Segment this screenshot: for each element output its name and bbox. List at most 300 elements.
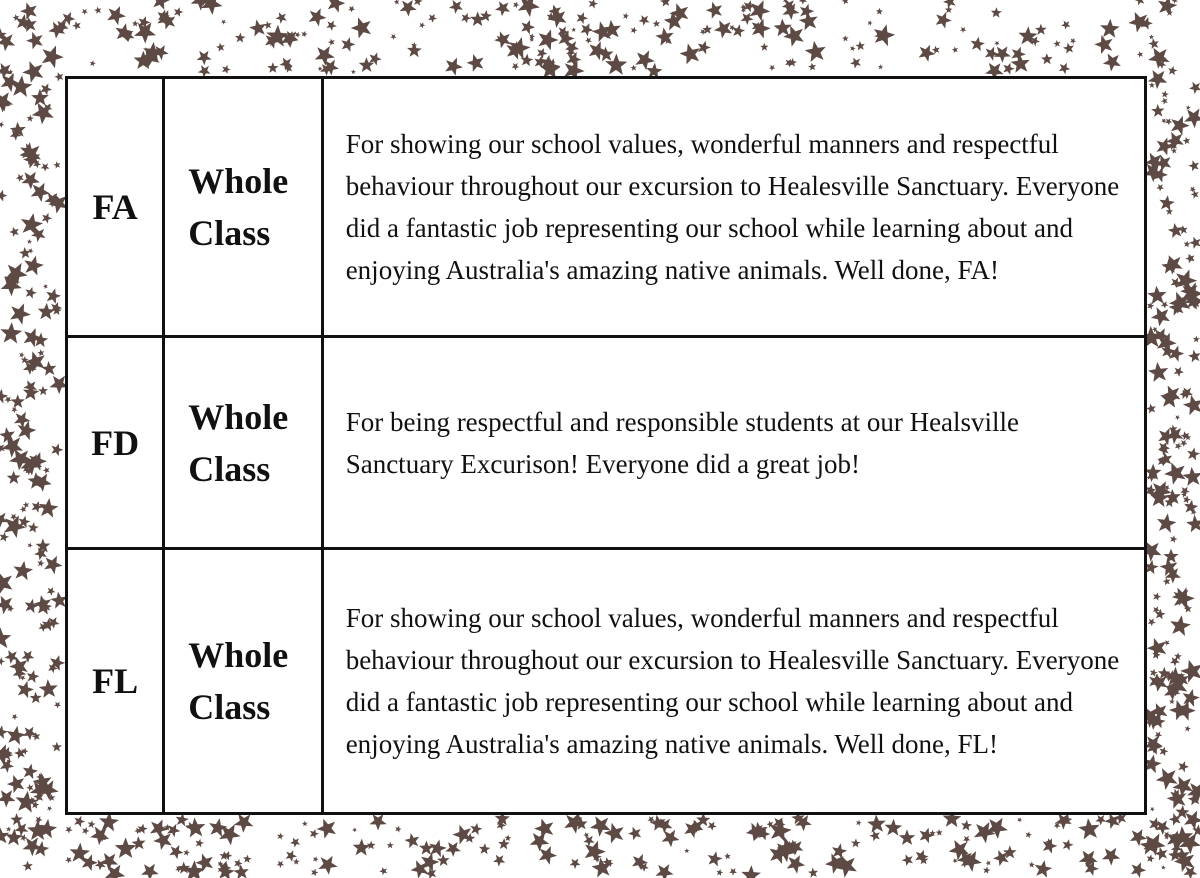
star-icon	[390, 34, 396, 40]
star-icon	[351, 17, 371, 38]
star-icon	[936, 12, 952, 29]
star-icon	[37, 349, 44, 356]
star-icon	[943, 0, 956, 8]
star-icon	[991, 7, 1002, 18]
award-reason: For showing our school values, wonderful manners and respectful behaviour throughout our excursion to Healesville Sanctuary. Everyone did a fantastic job representing our school while learning about and enjoying Australia's amazing native animals. Well done, FL!	[322, 549, 1145, 814]
star-icon	[317, 819, 336, 839]
award-row	[67, 337, 1146, 549]
star-icon	[461, 13, 471, 23]
star-icon	[11, 407, 17, 413]
star-icon	[570, 859, 581, 870]
star-icon	[932, 46, 940, 54]
star-icon	[684, 848, 689, 853]
star-icon	[302, 821, 308, 827]
star-icon	[1183, 467, 1200, 486]
star-icon	[0, 725, 8, 739]
star-icon	[628, 827, 641, 841]
star-icon	[1184, 241, 1191, 248]
star-icon	[445, 842, 461, 857]
star-icon	[138, 824, 148, 834]
star-icon	[51, 443, 63, 456]
star-icon	[850, 46, 856, 52]
star-icon	[1175, 442, 1182, 449]
class-code: FA	[67, 78, 164, 337]
star-icon	[0, 122, 4, 128]
star-icon	[452, 825, 471, 845]
star-icon	[116, 23, 134, 41]
star-icon	[369, 814, 386, 831]
star-icon	[311, 869, 318, 877]
star-icon	[963, 836, 971, 843]
star-icon	[31, 183, 50, 202]
star-icon	[1043, 838, 1058, 853]
star-icon	[1190, 187, 1196, 193]
star-icon	[1189, 82, 1200, 94]
star-icon	[53, 161, 60, 168]
star-icon	[631, 27, 638, 34]
star-icon	[348, 6, 355, 13]
star-icon	[571, 27, 576, 32]
star-icon	[1186, 105, 1191, 110]
star-icon	[808, 868, 818, 878]
star-icon	[43, 284, 48, 289]
star-icon	[1035, 24, 1047, 35]
star-icon	[16, 791, 38, 813]
star-icon	[1102, 848, 1120, 866]
star-icon	[635, 50, 655, 70]
star-icon	[23, 727, 37, 741]
star-icon	[876, 8, 883, 15]
star-icon	[0, 627, 11, 648]
star-icon	[470, 11, 486, 26]
star-icon	[413, 0, 422, 6]
star-icon	[1041, 53, 1053, 64]
star-icon	[25, 287, 36, 299]
star-icon	[1156, 184, 1164, 192]
star-icon	[54, 702, 61, 709]
star-icon	[983, 867, 990, 874]
star-icon	[27, 239, 32, 244]
star-icon	[1159, 747, 1168, 756]
star-icon	[395, 826, 402, 833]
star-icon	[518, 0, 540, 17]
star-icon	[1161, 865, 1166, 870]
star-icon	[277, 833, 284, 840]
star-icon	[1188, 160, 1199, 171]
star-icon	[52, 742, 62, 752]
star-icon	[585, 37, 592, 44]
star-icon	[971, 37, 985, 51]
star-icon	[717, 869, 724, 876]
star-icon	[42, 46, 64, 69]
star-icon	[842, 35, 849, 41]
star-icon	[44, 556, 62, 575]
star-icon	[604, 823, 624, 844]
star-icon	[1053, 40, 1060, 47]
star-icon	[152, 0, 170, 10]
star-icon	[1149, 82, 1155, 88]
star-icon	[1148, 362, 1168, 382]
star-icon	[1147, 286, 1166, 305]
star-icon	[656, 864, 674, 878]
star-icon	[660, 0, 671, 7]
star-icon	[580, 23, 593, 36]
star-icon	[577, 12, 589, 24]
star-icon	[787, 855, 806, 874]
star-icon	[1137, 51, 1143, 58]
star-icon	[698, 41, 711, 55]
star-icon	[46, 288, 61, 303]
star-icon	[293, 858, 300, 864]
star-icon	[222, 65, 231, 74]
star-icon	[351, 69, 356, 74]
star-icon	[13, 561, 33, 581]
star-icon	[6, 826, 11, 831]
star-icon	[32, 501, 43, 513]
star-icon	[195, 839, 204, 848]
star-icon	[1161, 98, 1168, 105]
star-icon	[81, 9, 88, 15]
recipient-cell	[164, 78, 322, 337]
star-icon	[1174, 367, 1184, 377]
star-icon	[842, 0, 849, 5]
star-icon	[530, 833, 550, 852]
star-icon	[277, 861, 285, 868]
awards-table	[65, 76, 1147, 815]
star-icon	[1163, 549, 1178, 564]
star-icon	[1135, 0, 1145, 5]
star-icon	[328, 0, 346, 13]
star-icon	[708, 851, 723, 866]
star-icon	[799, 0, 807, 5]
star-icon	[72, 21, 81, 30]
star-icon	[1151, 307, 1170, 326]
star-icon	[0, 572, 13, 595]
star-icon	[0, 33, 15, 51]
star-icon	[197, 51, 212, 65]
recipient-name: Whole Class	[188, 635, 289, 727]
star-icon	[512, 63, 520, 71]
star-icon	[65, 857, 72, 864]
star-icon	[1063, 43, 1074, 54]
star-icon	[855, 41, 865, 50]
star-icon	[1017, 817, 1022, 822]
star-icon	[379, 867, 387, 875]
star-icon	[310, 829, 319, 838]
star-icon	[7, 775, 24, 793]
star-icon	[19, 352, 25, 358]
star-icon	[1094, 35, 1112, 54]
star-icon	[760, 43, 768, 51]
star-icon	[467, 54, 484, 72]
star-icon	[405, 833, 420, 848]
star-icon	[183, 849, 190, 856]
star-icon	[732, 24, 745, 37]
star-icon	[0, 389, 8, 404]
star-icon	[869, 830, 879, 841]
star-icon	[1172, 0, 1178, 4]
star-icon	[1168, 66, 1177, 75]
star-icon	[589, 0, 599, 9]
star-icon	[387, 842, 394, 849]
star-icon	[0, 532, 9, 542]
star-icon	[851, 838, 861, 847]
recipient-name: Whole Class	[188, 396, 289, 489]
star-icon	[27, 115, 34, 122]
star-icon	[653, 20, 661, 27]
star-icon	[11, 394, 25, 408]
star-icon	[35, 816, 42, 823]
star-icon	[16, 174, 24, 182]
star-icon	[1183, 689, 1200, 707]
star-icon	[470, 823, 482, 835]
star-icon	[132, 836, 146, 850]
star-icon	[14, 747, 25, 759]
star-icon	[249, 20, 266, 37]
star-icon	[623, 13, 629, 20]
star-icon	[1164, 462, 1186, 484]
star-icon	[23, 764, 38, 780]
star-icon	[774, 19, 792, 37]
star-icon	[39, 679, 58, 698]
star-icon	[902, 854, 913, 866]
star-icon	[23, 502, 30, 508]
star-icon	[706, 2, 722, 19]
star-icon	[42, 213, 52, 224]
recipient-cell	[164, 549, 322, 814]
star-icon	[1155, 731, 1163, 738]
star-icon	[885, 819, 903, 836]
star-icon	[1103, 54, 1121, 72]
star-icon	[0, 790, 15, 807]
star-icon	[94, 7, 101, 14]
star-icon	[437, 854, 450, 866]
star-icon	[47, 587, 56, 596]
star-icon	[1183, 137, 1191, 145]
star-icon	[1150, 807, 1155, 812]
star-icon	[1151, 104, 1164, 117]
star-icon	[51, 302, 62, 314]
star-icon	[564, 813, 585, 834]
star-icon	[1147, 854, 1155, 862]
star-icon	[539, 846, 557, 865]
star-icon	[1104, 813, 1119, 829]
star-icon	[394, 0, 400, 5]
star-icon	[82, 827, 89, 835]
star-icon	[445, 58, 463, 76]
star-icon	[54, 72, 63, 81]
star-icon	[216, 43, 225, 52]
star-icon	[22, 61, 43, 83]
star-icon	[1035, 860, 1053, 878]
star-icon	[400, 0, 417, 17]
star-icon	[1188, 350, 1200, 363]
class-code: FL	[67, 549, 164, 814]
star-icon	[936, 829, 943, 836]
star-icon	[986, 818, 1008, 839]
star-icon	[513, 2, 519, 9]
star-icon	[21, 651, 34, 663]
star-icon	[1189, 237, 1200, 249]
award-row	[67, 78, 1146, 337]
star-icon	[750, 0, 771, 21]
star-icon	[40, 83, 52, 95]
star-icon	[28, 522, 39, 533]
award-reason: For being respectful and responsible students at our Healsville Sanctuary Excurison! Everyone did a great job!	[322, 337, 1145, 549]
star-icon	[1170, 535, 1178, 543]
star-icon	[419, 22, 425, 28]
star-icon	[1186, 515, 1200, 533]
star-icon	[15, 823, 29, 836]
star-icon	[495, 1, 510, 16]
star-icon	[1131, 862, 1146, 878]
star-icon	[655, 28, 673, 46]
star-icon	[286, 850, 298, 862]
star-icon	[7, 471, 21, 484]
star-icon	[169, 845, 183, 859]
star-icon	[1146, 404, 1156, 414]
star-icon	[295, 32, 301, 38]
star-icon	[805, 41, 826, 62]
star-icon	[1063, 839, 1074, 850]
star-icon	[1178, 761, 1189, 772]
star-icon	[12, 714, 18, 720]
star-icon	[41, 163, 50, 171]
recipient-name: Whole Class	[188, 161, 289, 253]
star-icon	[233, 864, 248, 878]
class-code: FD	[67, 337, 164, 549]
star-icon	[707, 822, 716, 831]
star-icon	[141, 864, 159, 878]
star-icon	[221, 20, 226, 25]
star-icon	[90, 60, 96, 66]
star-icon	[428, 14, 437, 23]
star-icon	[1059, 63, 1071, 75]
star-icon	[952, 47, 958, 54]
star-icon	[264, 21, 272, 29]
star-icon	[0, 190, 7, 202]
star-icon	[74, 816, 85, 828]
star-icon	[1180, 487, 1190, 496]
star-icon	[583, 836, 594, 847]
star-icon	[769, 65, 775, 71]
star-icon	[1187, 447, 1200, 460]
star-icon	[1193, 336, 1200, 343]
star-icon	[24, 256, 44, 276]
star-icon	[267, 62, 278, 73]
star-icon	[243, 855, 252, 863]
star-icon	[899, 829, 915, 845]
star-icon	[10, 75, 32, 97]
star-icon	[1163, 577, 1171, 585]
star-icon	[1159, 195, 1175, 210]
star-icon	[82, 854, 98, 871]
star-icon	[367, 841, 376, 850]
star-icon	[538, 29, 558, 50]
star-icon	[521, 20, 535, 35]
star-icon	[1169, 699, 1175, 705]
star-icon	[1191, 190, 1199, 198]
star-icon	[1165, 118, 1172, 125]
star-icon	[309, 8, 327, 26]
star-icon	[856, 820, 862, 826]
star-icon	[505, 835, 512, 842]
star-icon	[1183, 866, 1197, 878]
star-icon	[952, 858, 957, 863]
star-icon	[353, 839, 371, 856]
star-icon	[47, 806, 52, 811]
star-icon	[153, 831, 172, 850]
star-icon	[4, 515, 26, 538]
star-icon	[808, 63, 816, 71]
star-icon	[107, 6, 126, 25]
star-icon	[1175, 415, 1180, 420]
star-icon	[0, 657, 5, 665]
star-icon	[1185, 725, 1191, 731]
star-icon	[407, 43, 422, 57]
star-icon	[1168, 223, 1183, 238]
star-icon	[1148, 38, 1159, 49]
star-icon	[537, 48, 548, 59]
star-icon	[4, 396, 11, 403]
star-icon	[39, 498, 59, 518]
star-icon	[630, 65, 636, 71]
star-icon	[27, 670, 40, 683]
star-icon	[1184, 500, 1198, 514]
star-icon	[7, 726, 26, 745]
star-icon	[65, 826, 73, 833]
star-icon	[30, 692, 42, 704]
star-icon	[919, 45, 936, 62]
star-icon	[25, 599, 39, 614]
star-icon	[352, 828, 357, 833]
star-icon	[302, 31, 308, 37]
star-icon	[1169, 346, 1184, 362]
star-icon	[985, 47, 999, 61]
star-icon	[493, 855, 505, 867]
star-icon	[41, 361, 56, 376]
star-icon	[0, 322, 22, 343]
star-icon	[1183, 496, 1191, 504]
star-icon	[17, 681, 34, 698]
star-icon	[1095, 815, 1106, 825]
star-icon	[1144, 736, 1162, 754]
star-icon	[0, 596, 14, 614]
star-icon	[43, 467, 50, 474]
star-icon	[26, 32, 43, 50]
award-reason: For showing our school values, wonderful manners and respectful behaviour throughout our excursion to Healesville Sanctuary. Everyone did a fantastic job representing our school while learning about and enjoying Australia's amazing native animals. Well done, FA!	[322, 78, 1145, 337]
star-icon	[920, 828, 935, 844]
star-icon	[26, 784, 33, 792]
star-icon	[18, 421, 37, 440]
star-icon	[174, 7, 183, 17]
star-icon	[90, 827, 109, 846]
star-icon	[9, 227, 18, 237]
star-icon	[729, 868, 737, 876]
star-icon	[32, 103, 54, 125]
star-icon	[326, 21, 337, 31]
star-icon	[1029, 861, 1035, 867]
star-icon	[479, 843, 490, 854]
star-icon	[1100, 19, 1120, 38]
recipient-cell	[164, 337, 322, 549]
star-icon	[235, 33, 246, 43]
star-icon	[341, 37, 355, 52]
star-icon	[28, 543, 33, 548]
star-icon	[867, 815, 886, 833]
star-icon	[220, 851, 229, 860]
star-icon	[328, 39, 335, 46]
